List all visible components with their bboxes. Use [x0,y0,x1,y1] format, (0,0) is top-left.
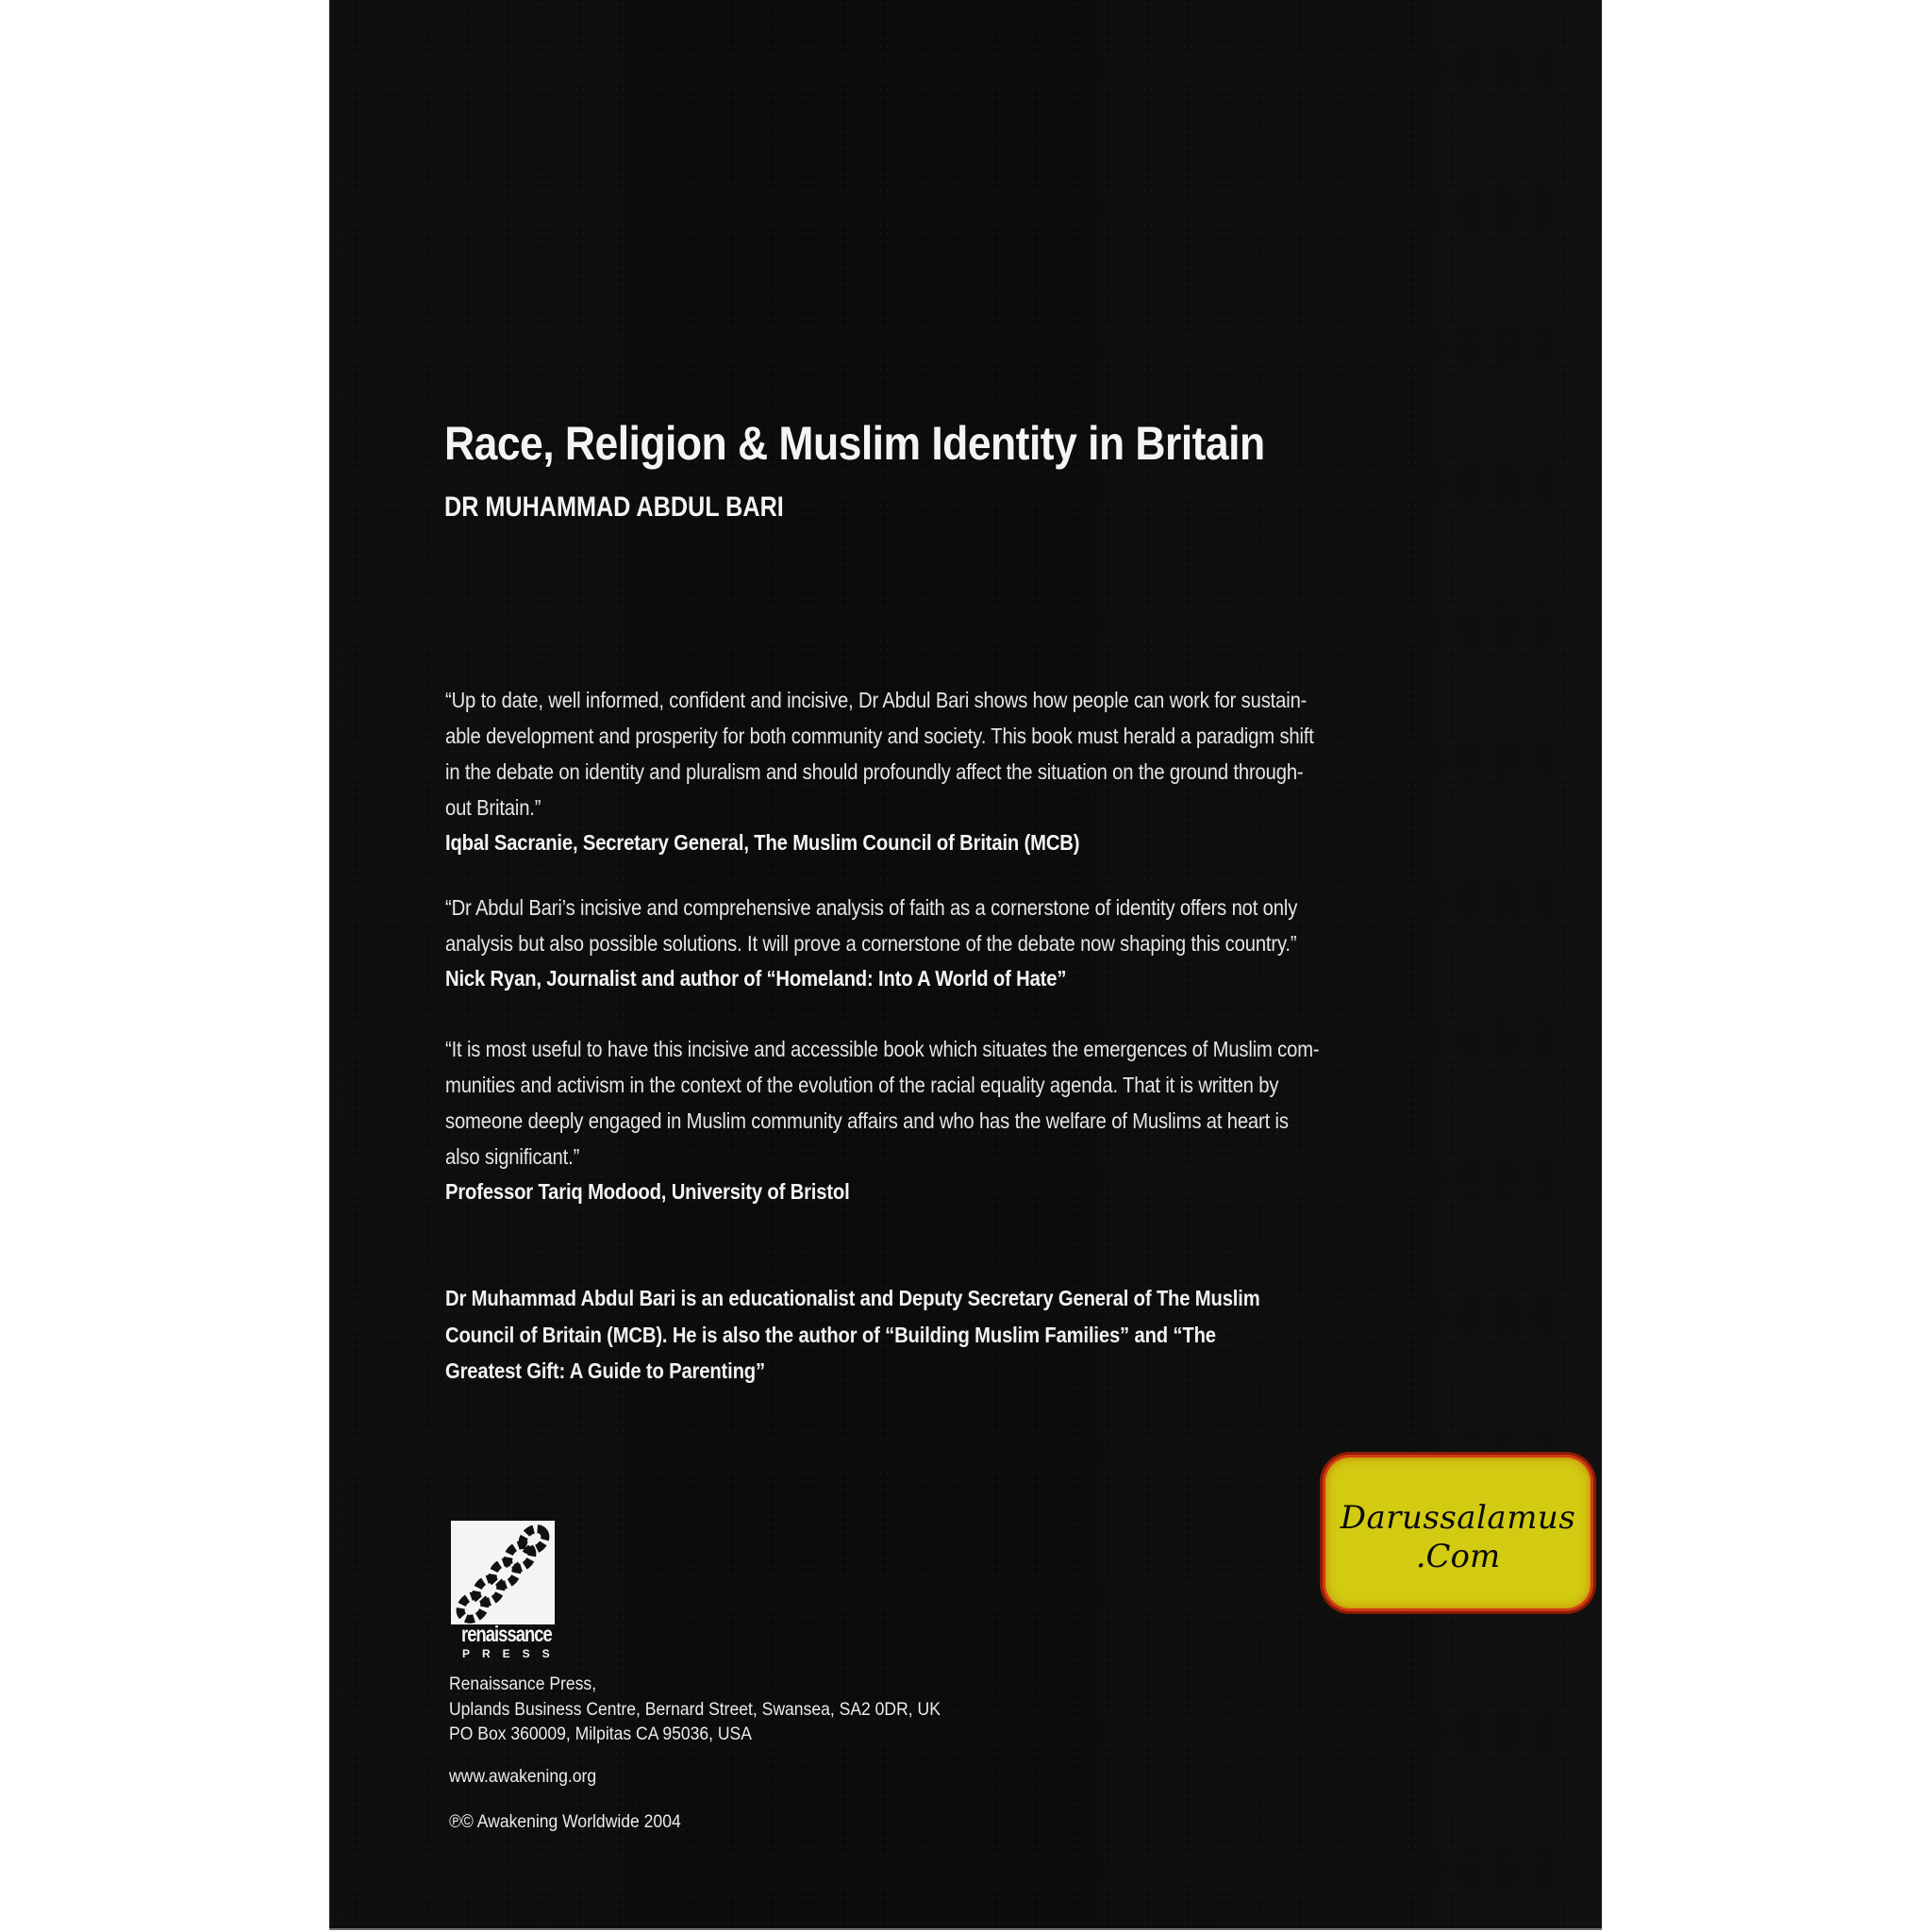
endorsement-line: “Dr Abdul Bari’s incisive and comprehensive analysis of faith as a cornerstone of identity offers not only [445,895,1298,920]
endorsement-line: in the debate on identity and pluralism and should profoundly affect the situation on the ground through- [445,759,1304,784]
author-bio-line: Greatest Gift: A Guide to Parenting” [445,1358,765,1383]
publisher-logo-word: renaissance [461,1622,552,1646]
author-bio-line: Dr Muhammad Abdul Bari is an educationalist and Deputy Secretary General of The Muslim [445,1286,1260,1310]
endorsement-attribution: Nick Ryan, Journalist and author of “Homeland: Into A World of Hate” [445,966,1067,991]
copyright-notice: ℗© Awakening Worldwide 2004 [449,1811,681,1832]
publisher-address-line: PO Box 360009, Milpitas CA 95036, USA [449,1724,752,1744]
book-title: Race, Religion & Muslim Identity in Britain [444,417,1265,470]
chain-links-icon [451,1521,555,1624]
author-bio [445,1280,1258,1390]
endorsement-line: out Britain.” [445,795,541,820]
watermark-line-2: .Com [1415,1538,1501,1575]
endorsement-line: someone deeply engaged in Muslim community affairs and who has the welfare of Muslims at heart is [445,1108,1289,1133]
endorsement-line: analysis but also possible solutions. It will prove a cornerstone of the debate now shaping this country.” [445,931,1297,956]
endorsement-3 [445,1031,1320,1208]
publisher-imprint [449,1672,941,1835]
endorsement-line: “Up to date, well informed, confident and incisive, Dr Abdul Bari shows how people can work for sustain- [445,688,1307,712]
publisher-website: www.awakening.org [449,1765,597,1787]
endorsement-line: also significant.” [445,1144,580,1169]
endorsement-attribution: Iqbal Sacranie, Secretary General, The Muslim Council of Britain (MCB) [445,830,1080,855]
publisher-logo-sub: PRESS [462,1647,562,1660]
watermark-line-1: Darussalamus [1340,1499,1576,1537]
endorsement-line: “It is most useful to have this incisive and accessible book which situates the emergences of Muslim com- [445,1037,1320,1061]
publisher-address-line: Uplands Business Centre, Bernard Street, Swansea, SA2 0DR, UK [449,1698,941,1720]
publisher-logo [451,1521,562,1664]
author-bio-line: Council of Britain (MCB). He is also the author of “Building Muslim Families” and “The [445,1322,1216,1347]
endorsement-line: munities and activism in the context of the evolution of the racial equality agenda. That it is written by [445,1073,1279,1097]
endorsement-2 [445,890,1298,995]
endorsement-attribution: Professor Tariq Modood, University of Bristol [445,1179,850,1204]
publisher-address-line: Renaissance Press, [449,1674,597,1694]
watermark-badge [1325,1457,1591,1608]
endorsement-1 [445,682,1314,859]
book-back-cover [329,0,1602,1930]
endorsement-line: able development and prosperity for both community and society. This book must herald a paradigm shift [445,724,1314,748]
book-author: DR MUHAMMAD ABDUL BARI [444,491,784,523]
